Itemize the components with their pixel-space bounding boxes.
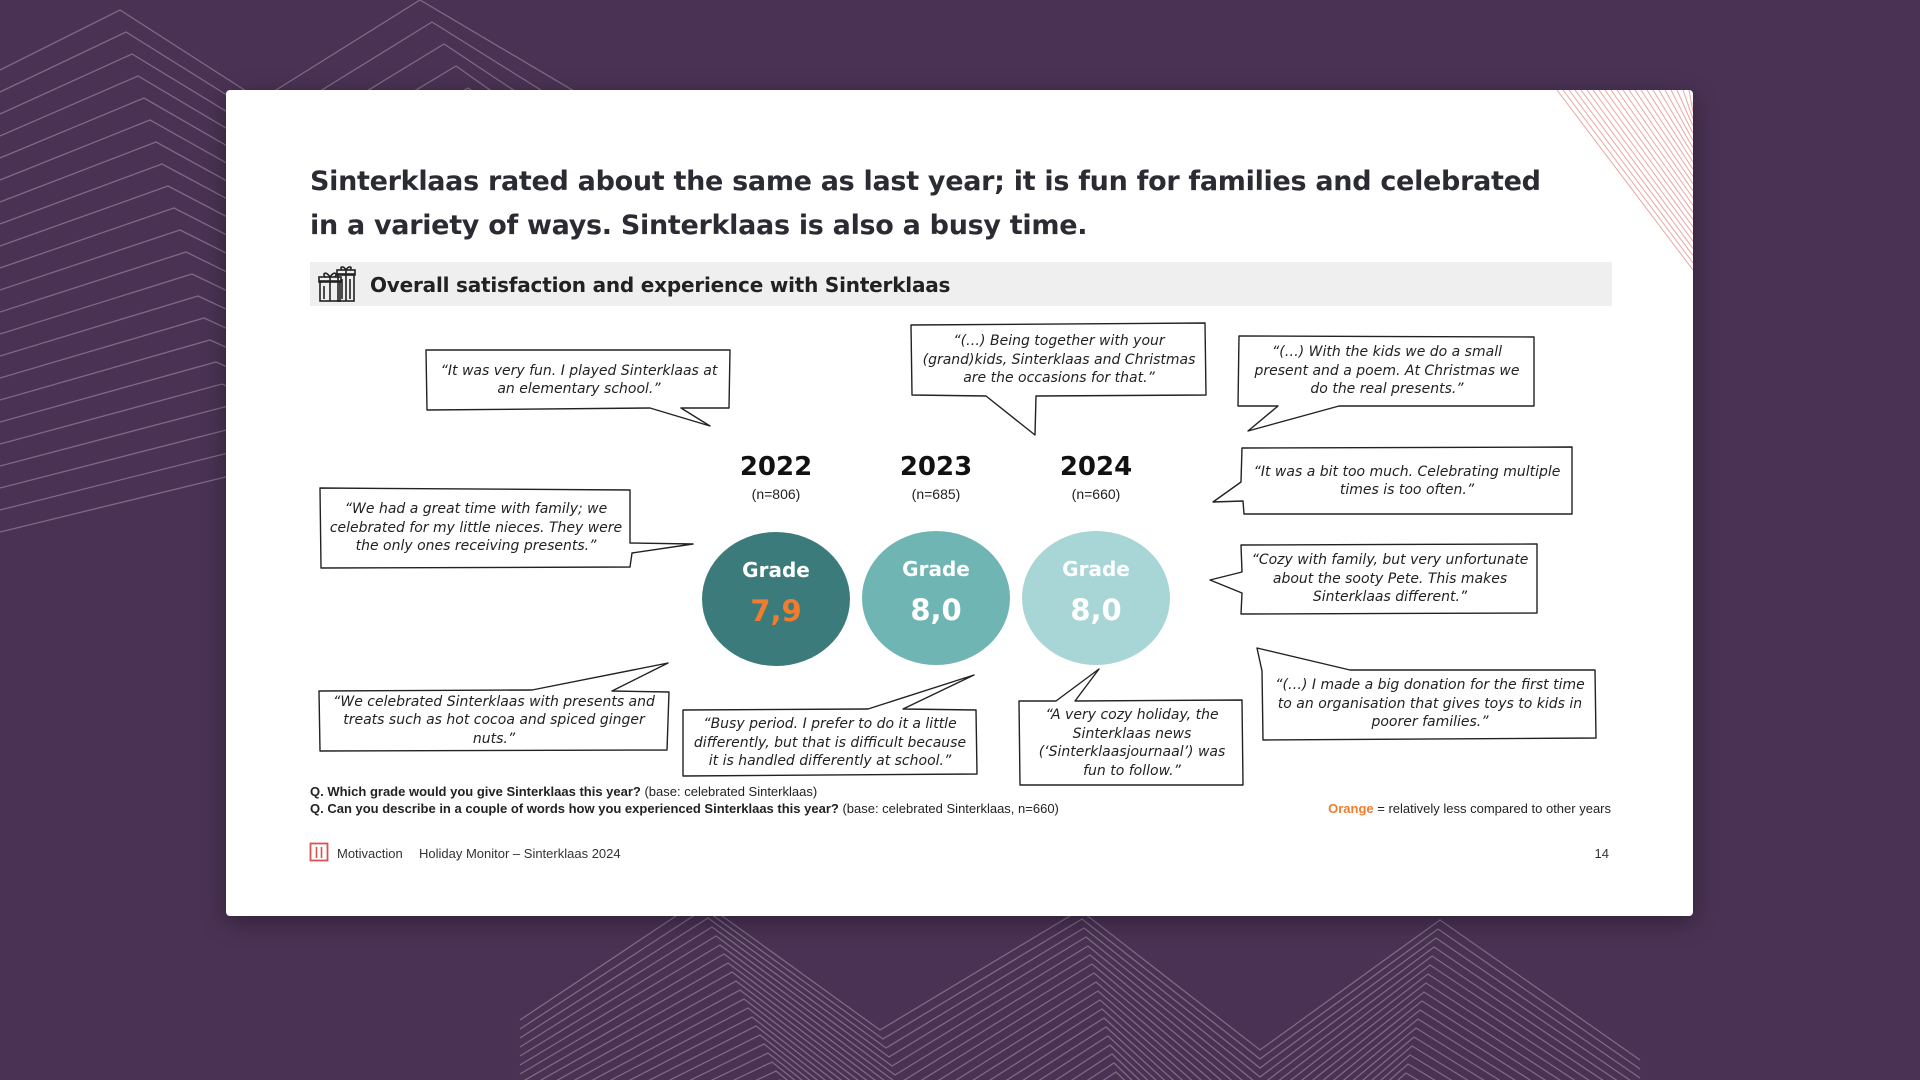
question-experience [310, 801, 1059, 816]
quote-text: “(…) I made a big donation for the first time to an organisation that gives toys to kids in poorer families.” [1275, 677, 1585, 731]
quote-text: “We had a great time with family; we celebrated for my little nieces. They were the only ones receiving presents.” [329, 501, 623, 555]
slide-title: Sinterklaas rated about the same as last year; it is fun for families and celebrated in a variety of ways. Sinterklaas is also a busy time. [310, 166, 1541, 241]
grade-label: Grade [742, 558, 810, 582]
page-number: 14 [1594, 846, 1609, 861]
question-text: Q. Can you describe in a couple of words how you experienced Sinterklaas this year? [310, 801, 839, 816]
question-text: Q. Which grade would you give Sinterklaas this year? [310, 784, 641, 799]
legend-note [1328, 801, 1611, 816]
slide [226, 90, 1693, 916]
quote-text: “It was very fun. I played Sinterklaas at an elementary school.” [440, 362, 718, 397]
grade-label: Grade [902, 557, 970, 581]
year-2024-label: 2024 [1059, 452, 1133, 482]
legend-text: = relatively less compared to other years [1373, 801, 1611, 816]
sample-size-2023: (n=685) [911, 486, 961, 502]
grade-circle-2024 [1022, 531, 1170, 665]
quote-text: “Busy period. I prefer to do it a little differently, but that is difficult because it is handled differently at school.” [693, 716, 967, 770]
grade-value-2024: 8,0 [1070, 593, 1122, 627]
section-title: Overall satisfaction and experience with Sinterklaas [370, 273, 951, 297]
grade-circle-2023 [862, 531, 1010, 665]
year-2023-label: 2023 [899, 452, 973, 482]
quote-text: “(…) With the kids we do a small present and a poem. At Christmas we do the real presents.” [1254, 344, 1520, 398]
sample-size-2024: (n=660) [1071, 486, 1121, 502]
grade-label: Grade [1062, 557, 1130, 581]
quote-text: “It was a bit too much. Celebrating multiple times is too often.” [1253, 463, 1561, 498]
quote-text: “(…) Being together with your (grand)kids, Sinterklaas and Christmas are the occasions for that.” [922, 333, 1196, 387]
motivaction-logo-icon [309, 842, 329, 862]
legend-highlight: Orange [1328, 801, 1374, 816]
footer-brand: Motivaction [337, 846, 403, 861]
footer-report-title: Holiday Monitor – Sinterklaas 2024 [419, 846, 621, 861]
question-grade [310, 784, 817, 799]
grade-value-2022: 7,9 [750, 594, 802, 628]
quote-text: “We celebrated Sinterklaas with presents and treats such as hot cocoa and spiced ginger nuts.” [333, 693, 655, 747]
quote-text: “Cozy with family, but very unfortunate about the sooty Pete. This makes Sinterklaas different.” [1251, 552, 1529, 606]
question-base: (base: celebrated Sinterklaas, n=660) [838, 801, 1059, 816]
grade-circle-2022 [702, 532, 850, 666]
question-base: (base: celebrated Sinterklaas) [640, 784, 818, 799]
quote-text: “A very cozy holiday, the Sinterklaas news (‘Sinterklaasjournaal’) was fun to follow.” [1038, 707, 1226, 779]
grade-value-2023: 8,0 [910, 593, 962, 627]
sample-size-2022: (n=806) [751, 486, 801, 502]
year-2022-label: 2022 [739, 452, 813, 482]
